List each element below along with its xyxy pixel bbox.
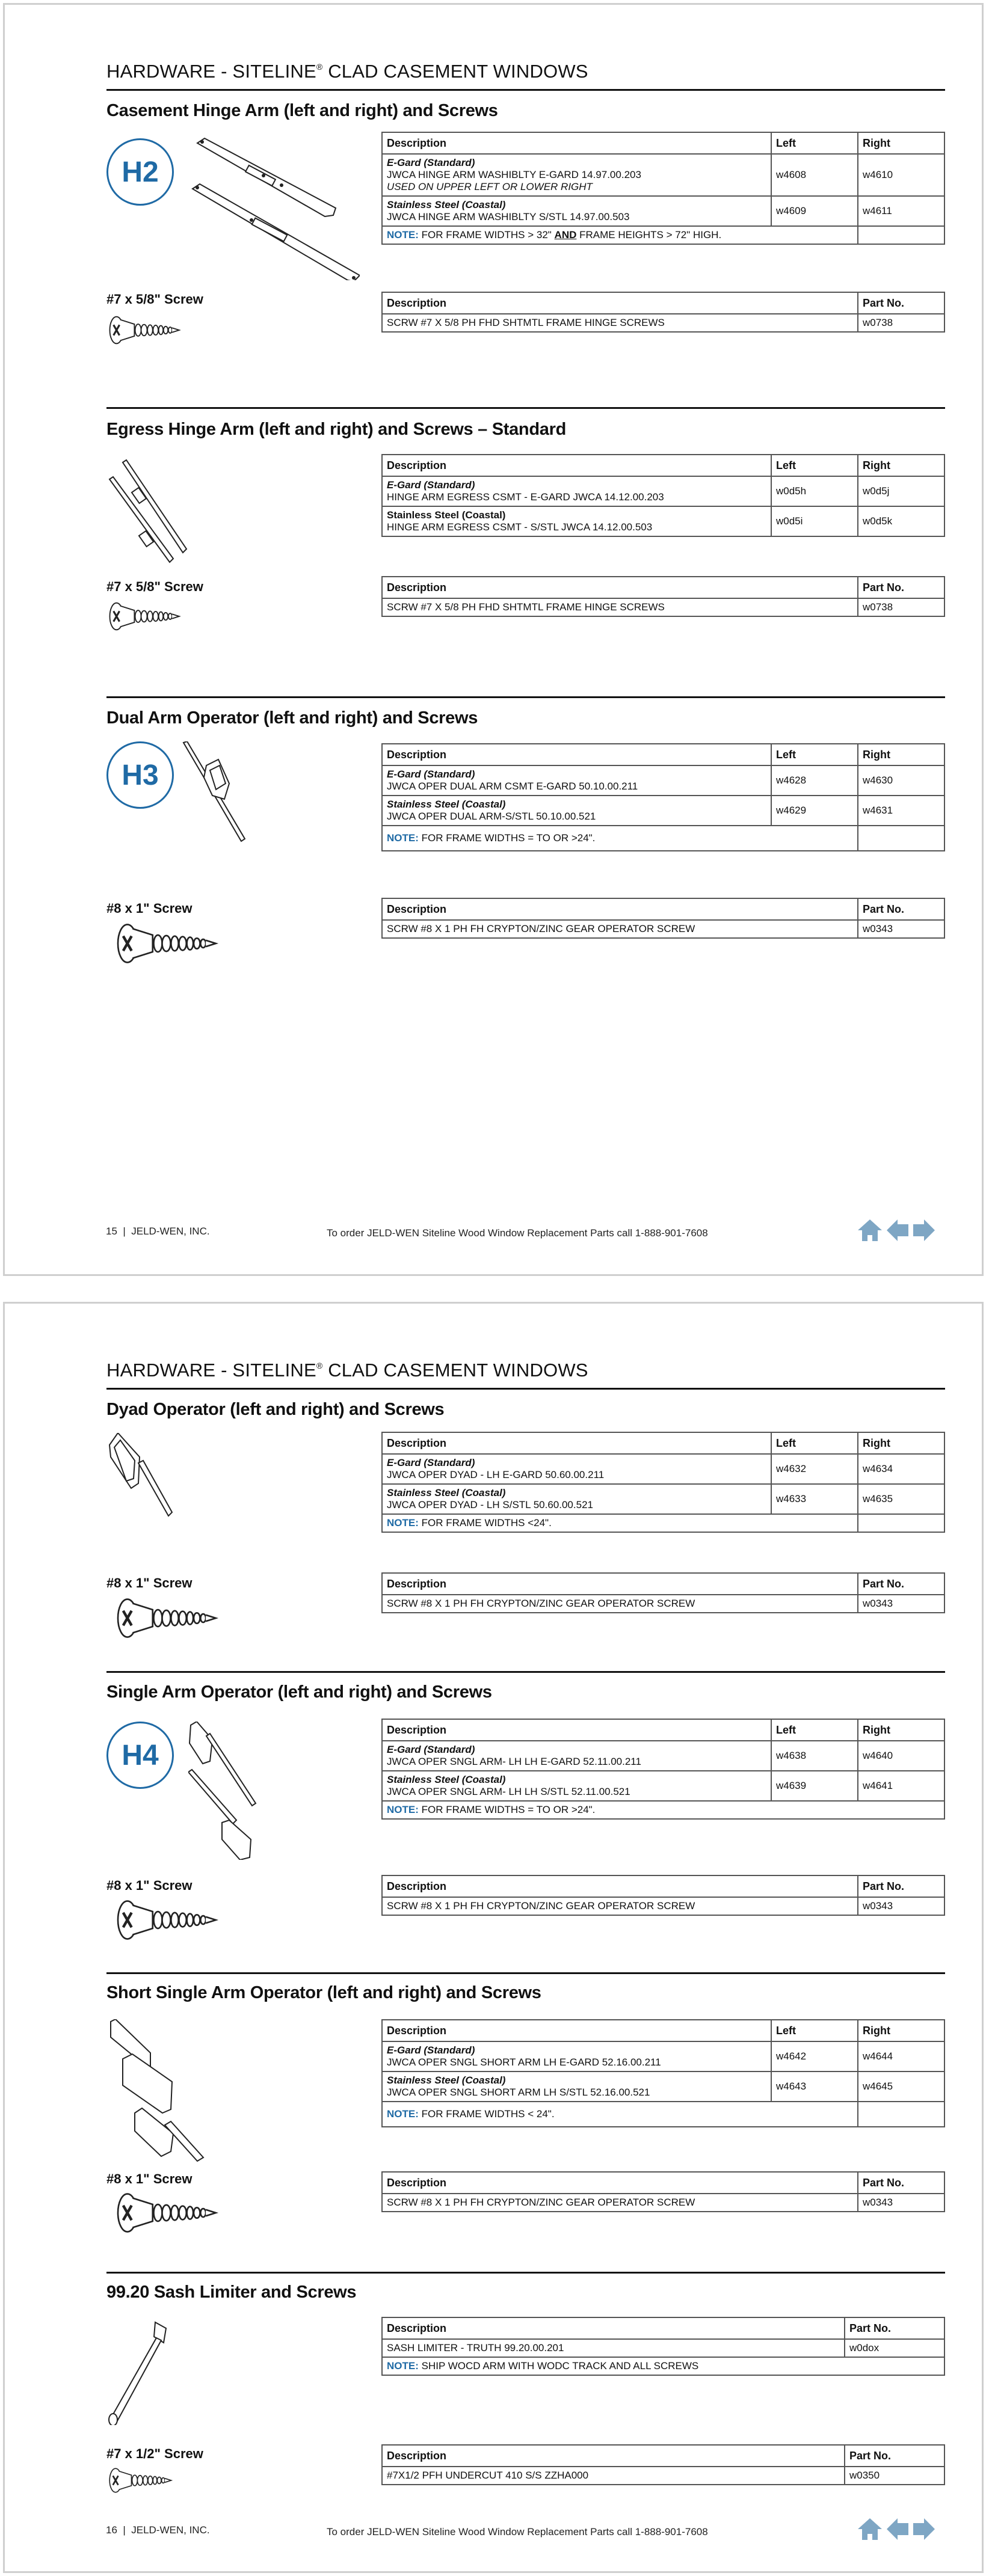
egress-hinge-illustration [108, 459, 193, 564]
table-row: Stainless Steel (Coastal) JWCA OPER SNGL ARM- LH LH S/STL 52.11.00.521 w4639 w4641 [382, 1771, 944, 1801]
callout-badge: H4 [106, 1722, 174, 1789]
table-row: Stainless Steel (Coastal) JWCA OPER SNGL SHORT ARM LH S/STL 52.16.00.521 w4643 w4645 [382, 2072, 944, 2102]
table-row: SCRW #7 X 5/8 PH FHD SHTMTL FRAME HINGE SCREWS w0738 [382, 598, 944, 616]
section-rule [106, 1671, 945, 1673]
note-row: NOTE: FOR FRAME WIDTHS = TO OR >24". [382, 826, 944, 851]
title-rule [106, 89, 945, 91]
screw-parts-table: Description Part No. SCRW #7 X 5/8 PH FHD SHTMTL FRAME HINGE SCREWS w0738 [381, 292, 945, 333]
table-row: E-Gard (Standard) HINGE ARM EGRESS CSMT - E-GARD JWCA 14.12.00.203 w0d5h w0d5j [382, 476, 944, 506]
sash-limiter-parts-table: Description Part No. SASH LIMITER - TRUTH 99.20.00.201 w0dox NOTE: SHIP WOCD ARM WITH WODC TRACK AND ALL SCREWS [381, 2317, 945, 2376]
section-title: 99.20 Sash Limiter and Screws [106, 2283, 357, 2302]
table-row: E-Gard (Standard) JWCA OPER SNGL SHORT ARM LH E-GARD 52.16.00.211 w4642 w4644 [382, 2041, 944, 2072]
table-row: #7X1/2 PFH UNDERCUT 410 S/S ZZHA000 w0350 [382, 2467, 944, 2485]
screw-parts-table: Description Part No. #7X1/2 PFH UNDERCUT 410 S/S ZZHA000 w0350 [381, 2444, 945, 2485]
section-title: Short Single Arm Operator (left and right) and Screws [106, 1983, 541, 2002]
short-single-arm-operator-illustration [108, 2019, 205, 2170]
col-right: Right [858, 132, 944, 154]
screw-icon [108, 2467, 174, 2494]
previous-page-arrow-icon[interactable] [887, 1219, 908, 1241]
egress-hinge-parts-table: Description Left Right E-Gard (Standard) HINGE ARM EGRESS CSMT - E-GARD JWCA 14.12.00.203 w0d5h w0d5j Stainless Steel (Coastal) HINGE ARM EGRESS CSMT - S/STL JWCA 14.12.00.503 w0d5i w0d5k [381, 454, 945, 537]
note-row: NOTE: FOR FRAME WIDTHS > 32" AND FRAME HEIGHTS > 72" HIGH. [382, 226, 944, 244]
section-rule [106, 696, 945, 698]
previous-page-arrow-icon[interactable] [887, 2518, 908, 2540]
order-phone-text: To order JELD-WEN Siteline Wood Window Replacement Parts call 1-888-901-7608 [327, 2526, 708, 2538]
dual-arm-operator-illustration [182, 741, 248, 844]
single-arm-operator-illustration [188, 1722, 257, 1860]
col-left: Left [771, 132, 858, 154]
single-arm-parts-table: Description Left Right E-Gard (Standard) JWCA OPER SNGL ARM- LH LH E-GARD 52.11.00.211 w4638 w4640 Stainless Steel (Coastal) JWCA OPER SNGL ARM- LH LH S/STL 52.11.00.521 w4639 w4641 NOTE: FOR FRAME WIDTHS = TO OR >24". [381, 1719, 945, 1820]
part-left: w4609 [771, 196, 858, 226]
dyad-operator-parts-table: Description Left Right E-Gard (Standard) JWCA OPER DYAD - LH E-GARD 50.60.00.211 w4632 w4634 Stainless Steel (Coastal) JWCA OPER DYAD - LH S/STL 50.60.00.521 w4633 w4635 NOTE: FOR FRAME WIDTHS <24". [381, 1432, 945, 1533]
section-rule [106, 2272, 945, 2274]
screw-parts-table: Description Part No. SCRW #7 X 5/8 PH FHD SHTMTL FRAME HINGE SCREWS w0738 [381, 576, 945, 617]
home-icon[interactable] [858, 2518, 882, 2540]
screw-parts-table: Description Part No. SCRW #8 X 1 PH FH CRYPTON/ZINC GEAR OPERATOR SCREW w0343 [381, 898, 945, 939]
section-title: Egress Hinge Arm (left and right) and Screws – Standard [106, 420, 566, 439]
callout-badge: H3 [106, 741, 174, 809]
screw-icon [108, 601, 183, 631]
screw-parts-table: Description Part No. SCRW #8 X 1 PH FH CRYPTON/ZINC GEAR OPERATOR SCREW w0343 [381, 1875, 945, 1916]
dual-arm-parts-table: Description Left Right E-Gard (Standard) JWCA OPER DUAL ARM CSMT E-GARD 50.10.00.211 w4628 w4630 Stainless Steel (Coastal) JWCA OPER DUAL ARM-S/STL 50.10.00.521 w4629 w4631 NOTE: FOR FRAME WIDTHS = TO OR >24". [381, 743, 945, 851]
table-row: E-Gard (Standard) JWCA OPER SNGL ARM- LH LH E-GARD 52.11.00.211 w4638 w4640 [382, 1741, 944, 1771]
order-phone-text: To order JELD-WEN Siteline Wood Window Replacement Parts call 1-888-901-7608 [327, 1227, 708, 1239]
note-row: NOTE: SHIP WOCD ARM WITH WODC TRACK AND ALL SCREWS [382, 2357, 944, 2375]
screw-icon [108, 1899, 229, 1941]
page-footer-left: 15 | JELD-WEN, INC. [106, 1225, 210, 1237]
table-row: SASH LIMITER - TRUTH 99.20.00.201 w0dox [382, 2339, 944, 2357]
part-right: w4611 [858, 196, 944, 226]
table-row: Stainless Steel (Coastal) JWCA OPER DUAL ARM-S/STL 50.10.00.521 w4629 w4631 [382, 796, 944, 826]
table-row: E-Gard (Standard) JWCA OPER DUAL ARM CSMT E-GARD 50.10.00.211 w4628 w4630 [382, 765, 944, 796]
short-single-arm-parts-table: Description Left Right E-Gard (Standard) JWCA OPER SNGL SHORT ARM LH E-GARD 52.16.00.211 w4642 w4644 Stainless Steel (Coastal) JWCA OPER SNGL SHORT ARM LH S/STL 52.16.00.521 w4643 w4645 NOTE: FOR FRAME WIDTHS < 24". [381, 2019, 945, 2127]
screw-icon [108, 1597, 229, 1639]
table-row: SCRW #8 X 1 PH FH CRYPTON/ZINC GEAR OPERATOR SCREW w0343 [382, 2194, 944, 2212]
table-row: E-Gard (Standard) JWCA HINGE ARM WASHIBLTY E-GARD 14.97.00.203 USED ON UPPER LEFT OR LOWER RIGHT w4608 w4610 [382, 154, 944, 196]
table-row: SCRW #7 X 5/8 PH FHD SHTMTL FRAME HINGE SCREWS w0738 [382, 314, 944, 332]
title-rule [106, 1388, 945, 1390]
page-16 [3, 1302, 984, 2573]
table-row: Stainless Steel (Coastal) JWCA HINGE ARM WASHIBLTY S/STL 14.97.00.503 w4609 w4611 [382, 196, 944, 226]
callout-badge: H2 [106, 138, 174, 206]
part-left: w4608 [771, 154, 858, 196]
section-title: Dual Arm Operator (left and right) and Screws [106, 708, 478, 728]
section-rule [106, 407, 945, 409]
section-title: Single Arm Operator (left and right) and Screws [106, 1682, 492, 1702]
section-title: Casement Hinge Arm (left and right) and Screws [106, 101, 498, 120]
note-row: NOTE: FOR FRAME WIDTHS = TO OR >24". [382, 1801, 944, 1819]
table-row: SCRW #8 X 1 PH FH CRYPTON/ZINC GEAR OPERATOR SCREW w0343 [382, 1897, 944, 1915]
screw-icon [108, 922, 229, 964]
screw-label: #8 x 1" Screw [106, 901, 193, 916]
screw-label: #8 x 1" Screw [106, 1878, 193, 1893]
screw-label: #7 x 5/8" Screw [106, 579, 203, 594]
document-title: HARDWARE - SITELINE® CLAD CASEMENT WINDOWS [106, 1360, 588, 1381]
screw-icon [108, 2192, 229, 2234]
note-row: NOTE: FOR FRAME WIDTHS < 24". [382, 2102, 944, 2127]
document-title: HARDWARE - SITELINE® CLAD CASEMENT WINDOWS [106, 61, 588, 82]
col-description: Description [382, 132, 771, 154]
next-page-arrow-icon[interactable] [913, 2518, 935, 2540]
table-row: E-Gard (Standard) JWCA OPER DYAD - LH E-GARD 50.60.00.211 w4632 w4634 [382, 1454, 944, 1484]
screw-label: #7 x 1/2" Screw [106, 2446, 203, 2461]
hinge-arm-illustration [191, 136, 360, 280]
page-navigation [858, 1219, 935, 1241]
note-row: NOTE: FOR FRAME WIDTHS <24". [382, 1514, 944, 1532]
section-title: Dyad Operator (left and right) and Screws [106, 1400, 445, 1419]
table-row: SCRW #8 X 1 PH FH CRYPTON/ZINC GEAR OPERATOR SCREW w0343 [382, 920, 944, 938]
hinge-arm-parts-table [381, 132, 945, 245]
part-right: w4610 [858, 154, 944, 196]
table-row: Stainless Steel (Coastal) HINGE ARM EGRESS CSMT - S/STL JWCA 14.12.00.503 w0d5i w0d5k [382, 506, 944, 536]
next-page-arrow-icon[interactable] [913, 1219, 935, 1241]
screw-label: #8 x 1" Screw [106, 2171, 193, 2186]
home-icon[interactable] [858, 1219, 882, 1241]
sash-limiter-illustration [108, 2320, 174, 2425]
table-row: SCRW #8 X 1 PH FH CRYPTON/ZINC GEAR OPERATOR SCREW w0343 [382, 1595, 944, 1613]
table-row: Stainless Steel (Coastal) JWCA OPER DYAD - LH S/STL 50.60.00.521 w4633 w4635 [382, 1484, 944, 1514]
screw-parts-table: Description Part No. SCRW #8 X 1 PH FH CRYPTON/ZINC GEAR OPERATOR SCREW w0343 [381, 1572, 945, 1613]
dyad-operator-illustration [108, 1433, 174, 1520]
screw-parts-table: Description Part No. SCRW #8 X 1 PH FH CRYPTON/ZINC GEAR OPERATOR SCREW w0343 [381, 2171, 945, 2212]
page-15 [3, 3, 984, 1276]
screw-label: #7 x 5/8" Screw [106, 292, 203, 307]
page-footer-left: 16 | JELD-WEN, INC. [106, 2524, 210, 2536]
page-navigation [858, 2518, 935, 2540]
section-rule [106, 1972, 945, 1974]
screw-icon [108, 315, 183, 345]
screw-label: #8 x 1" Screw [106, 1575, 193, 1590]
